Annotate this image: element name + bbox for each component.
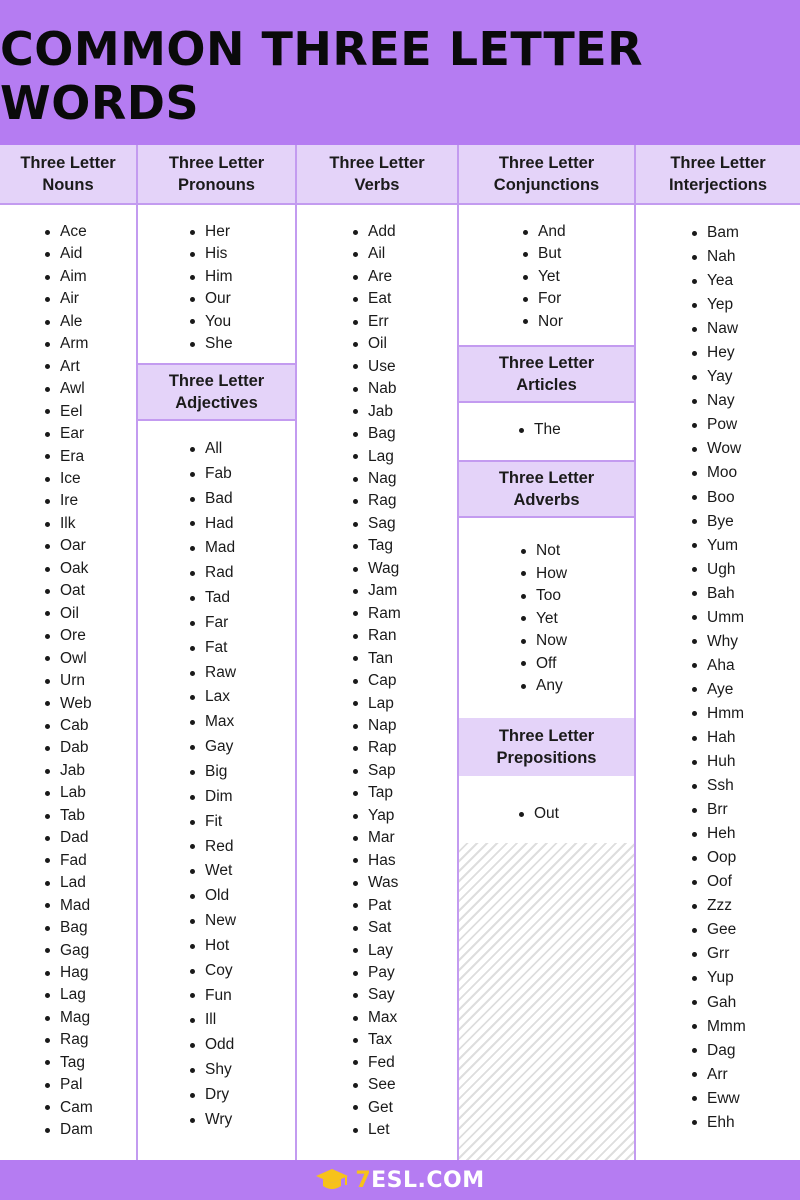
list-item: Are [353, 266, 401, 288]
list-item: Gah [692, 991, 746, 1015]
list-item: Yay [692, 365, 746, 389]
list-item: Cap [353, 670, 401, 692]
heading-line: Prepositions [496, 749, 597, 767]
list-item: Max [353, 1007, 401, 1029]
list-item: Raw [190, 661, 236, 686]
list-item: Nah [692, 245, 746, 269]
list-item: Odd [190, 1033, 236, 1058]
brand-rest: ESL.COM [371, 1167, 485, 1193]
list-item: Him [190, 266, 233, 288]
list-item: Grr [692, 942, 746, 966]
list-item: Bag [353, 423, 401, 445]
list-item: Coy [190, 959, 236, 984]
list-item: Yum [692, 534, 746, 558]
list-item: Any [521, 675, 567, 698]
list-item: Bad [190, 487, 236, 512]
list-item: Lag [45, 984, 93, 1006]
list-item: Ail [353, 243, 401, 265]
list-item: Ram [353, 603, 401, 625]
heading-line: Nouns [42, 176, 94, 194]
list-item: Aye [692, 678, 746, 702]
list-item: Yap [353, 805, 401, 827]
list-item: Big [190, 760, 236, 785]
list-item: Was [353, 872, 401, 894]
list-item: Off [521, 653, 567, 676]
list-item: Fed [353, 1052, 401, 1074]
list-item: Err [353, 311, 401, 333]
list-item: Nab [353, 378, 401, 400]
list-item: Rag [45, 1029, 93, 1051]
list-item: Arm [45, 333, 93, 355]
list-item: Tap [353, 782, 401, 804]
list-item: Dry [190, 1083, 236, 1108]
list-item: Nag [353, 468, 401, 490]
list-item: For [523, 288, 566, 310]
list-item: Tad [190, 586, 236, 611]
word-table [0, 145, 800, 1160]
list-item: Out [519, 802, 559, 826]
list-item: Dag [692, 1039, 746, 1063]
list-item: Tag [353, 535, 401, 557]
list-item: Ehh [692, 1111, 746, 1135]
list-item: Hey [692, 341, 746, 365]
list-item: Heh [692, 822, 746, 846]
list-item: Wag [353, 558, 401, 580]
heading-line: Articles [516, 376, 577, 394]
column-interjections [636, 145, 800, 1160]
word-list-nouns [45, 221, 93, 1142]
list-item: Lab [45, 782, 93, 804]
list-item: Lad [45, 872, 93, 894]
heading-line: Three Letter [329, 154, 425, 172]
list-item: Shy [190, 1058, 236, 1083]
list-item: Aim [45, 266, 93, 288]
heading-line: Three Letter [670, 154, 766, 172]
list-item: Fad [45, 850, 93, 872]
list-item: Mmm [692, 1015, 746, 1039]
list-item: Let [353, 1119, 401, 1141]
word-list-pronouns [190, 221, 233, 355]
list-item: Pay [353, 962, 401, 984]
list-item: Wry [190, 1108, 236, 1133]
list-item: Max [190, 710, 236, 735]
heading-line: Three Letter [498, 469, 595, 487]
list-item: Aid [45, 243, 93, 265]
list-item: Boo [692, 486, 746, 510]
list-item: Yup [692, 966, 746, 990]
list-item: Arr [692, 1063, 746, 1087]
list-item: Air [45, 288, 93, 310]
list-item: Nor [523, 311, 566, 333]
list-item: Oof [692, 870, 746, 894]
list-item: Hmm [692, 702, 746, 726]
list-item: Ale [45, 311, 93, 333]
list-item: Eat [353, 288, 401, 310]
list-item: Tab [45, 805, 93, 827]
word-list-interjections [692, 221, 746, 1135]
list-item: Ice [45, 468, 93, 490]
list-item: Owl [45, 648, 93, 670]
list-item: Ear [45, 423, 93, 445]
heading-line: Three Letter [498, 354, 595, 372]
list-item: Zzz [692, 894, 746, 918]
list-item: Ore [45, 625, 93, 647]
list-item: Has [353, 850, 401, 872]
list-item: Yet [523, 266, 566, 288]
list-item: Tag [45, 1052, 93, 1074]
brand-prefix: 7 [355, 1167, 372, 1193]
heading-line: Three Letter [498, 727, 595, 745]
list-item: Her [190, 221, 233, 243]
list-item: Naw [692, 317, 746, 341]
list-item: Bah [692, 582, 746, 606]
list-item: Oil [353, 333, 401, 355]
list-item: Sap [353, 760, 401, 782]
list-item: Oak [45, 558, 93, 580]
list-item: Why [692, 630, 746, 654]
list-item: Fun [190, 984, 236, 1009]
list-item: Web [45, 693, 93, 715]
heading-line: Adverbs [513, 491, 580, 509]
heading-verbs [297, 145, 457, 205]
heading-line: Three Letter [168, 372, 265, 390]
list-item: Yet [521, 608, 567, 631]
heading-line: Pronouns [177, 176, 255, 194]
list-item: See [353, 1074, 401, 1096]
list-item: Nay [692, 389, 746, 413]
list-item: Bag [45, 917, 93, 939]
list-item: Ran [353, 625, 401, 647]
list-item: Nap [353, 715, 401, 737]
list-item: Ace [45, 221, 93, 243]
list-item: Yep [692, 293, 746, 317]
list-item: You [190, 311, 233, 333]
list-item: But [523, 243, 566, 265]
list-item: Brr [692, 798, 746, 822]
list-item: Hot [190, 934, 236, 959]
list-item: Ilk [45, 513, 93, 535]
heading-line: Three Letter [20, 154, 116, 172]
list-item: Fat [190, 636, 236, 661]
list-item: Urn [45, 670, 93, 692]
list-item: Cab [45, 715, 93, 737]
list-item: Mad [190, 536, 236, 561]
list-item: All [190, 437, 236, 462]
list-item: Fab [190, 462, 236, 487]
list-item: Eel [45, 401, 93, 423]
page-title: COMMON THREE LETTER WORDS [0, 21, 644, 130]
footer [0, 1160, 800, 1200]
column-pronouns-adjectives [138, 145, 295, 1160]
column-nouns [0, 145, 136, 1160]
list-item: Dam [45, 1119, 93, 1141]
list-item: Rad [190, 561, 236, 586]
heading-prepositions [459, 718, 634, 776]
list-item: Rag [353, 490, 401, 512]
list-item: Jam [353, 580, 401, 602]
list-item: Huh [692, 750, 746, 774]
heading-line: Verbs [354, 176, 400, 194]
list-item: Ire [45, 490, 93, 512]
list-item: Our [190, 288, 233, 310]
list-item: Add [353, 221, 401, 243]
word-list-adjectives [190, 437, 236, 1133]
list-item: Lap [353, 693, 401, 715]
list-item: Hag [45, 962, 93, 984]
list-item: Pow [692, 413, 746, 437]
heading-adverbs [459, 460, 634, 518]
graduation-cap-icon [315, 1166, 349, 1194]
heading-conjunctions [459, 145, 634, 205]
brand-text [355, 1168, 484, 1193]
word-list-articles [519, 418, 561, 442]
list-item: And [523, 221, 566, 243]
list-item: Dim [190, 785, 236, 810]
heading-line: Adjectives [175, 394, 258, 412]
list-item: Jab [353, 401, 401, 423]
list-item: Too [521, 585, 567, 608]
list-item: Pal [45, 1074, 93, 1096]
list-item: Jab [45, 760, 93, 782]
word-list-adverbs [521, 540, 567, 698]
list-item: Gay [190, 735, 236, 760]
list-item: His [190, 243, 233, 265]
list-item: Dab [45, 737, 93, 759]
heading-adjectives [138, 363, 295, 421]
heading-pronouns [138, 145, 295, 205]
list-item: Wow [692, 437, 746, 461]
list-item: Now [521, 630, 567, 653]
list-item: Lay [353, 940, 401, 962]
list-item: Awl [45, 378, 93, 400]
list-item: How [521, 563, 567, 586]
list-item: Rap [353, 737, 401, 759]
list-item: Fit [190, 810, 236, 835]
list-item: Say [353, 984, 401, 1006]
list-item: Oat [45, 580, 93, 602]
list-item: Bam [692, 221, 746, 245]
list-item: Use [353, 356, 401, 378]
list-item: Pat [353, 895, 401, 917]
list-item: The [519, 418, 561, 442]
list-item: Not [521, 540, 567, 563]
list-item: Oil [45, 603, 93, 625]
list-item: Get [353, 1097, 401, 1119]
list-item: Cam [45, 1097, 93, 1119]
list-item: Dad [45, 827, 93, 849]
list-item: Gee [692, 918, 746, 942]
heading-nouns [0, 145, 136, 205]
list-item: Yea [692, 269, 746, 293]
list-item: Tax [353, 1029, 401, 1051]
brand-logo[interactable] [315, 1166, 484, 1194]
list-item: Lag [353, 446, 401, 468]
list-item: Era [45, 446, 93, 468]
list-item: Lax [190, 685, 236, 710]
heading-line: Three Letter [168, 154, 265, 172]
list-item: Tan [353, 648, 401, 670]
word-list-conjunctions [523, 221, 566, 333]
word-list-verbs [353, 221, 401, 1142]
list-item: Umm [692, 606, 746, 630]
list-item: Wet [190, 859, 236, 884]
list-item: Oop [692, 846, 746, 870]
list-item: Ill [190, 1008, 236, 1033]
heading-interjections [636, 145, 800, 205]
list-item: Sat [353, 917, 401, 939]
list-item: Hah [692, 726, 746, 750]
list-item: She [190, 333, 233, 355]
list-item: Mag [45, 1007, 93, 1029]
list-item: Old [190, 884, 236, 909]
list-item: Eww [692, 1087, 746, 1111]
heading-line: Interjections [668, 176, 768, 194]
list-item: Gag [45, 940, 93, 962]
list-item: Oar [45, 535, 93, 557]
heading-line: Three Letter [498, 154, 595, 172]
list-item: Moo [692, 461, 746, 485]
list-item: Red [190, 835, 236, 860]
list-item: Art [45, 356, 93, 378]
list-item: Sag [353, 513, 401, 535]
list-item: Bye [692, 510, 746, 534]
list-item: Far [190, 611, 236, 636]
list-item: Had [190, 512, 236, 537]
heading-line: Conjunctions [493, 176, 600, 194]
list-item: Mar [353, 827, 401, 849]
heading-articles [459, 345, 634, 403]
list-item: Aha [692, 654, 746, 678]
list-item: New [190, 909, 236, 934]
word-list-prepositions [519, 802, 559, 826]
column-verbs [297, 145, 457, 1160]
list-item: Mad [45, 895, 93, 917]
list-item: Ugh [692, 558, 746, 582]
hatched-filler [459, 843, 634, 1160]
list-item: Ssh [692, 774, 746, 798]
column-conjunctions-articles-adverbs-prepositions [459, 145, 634, 1160]
